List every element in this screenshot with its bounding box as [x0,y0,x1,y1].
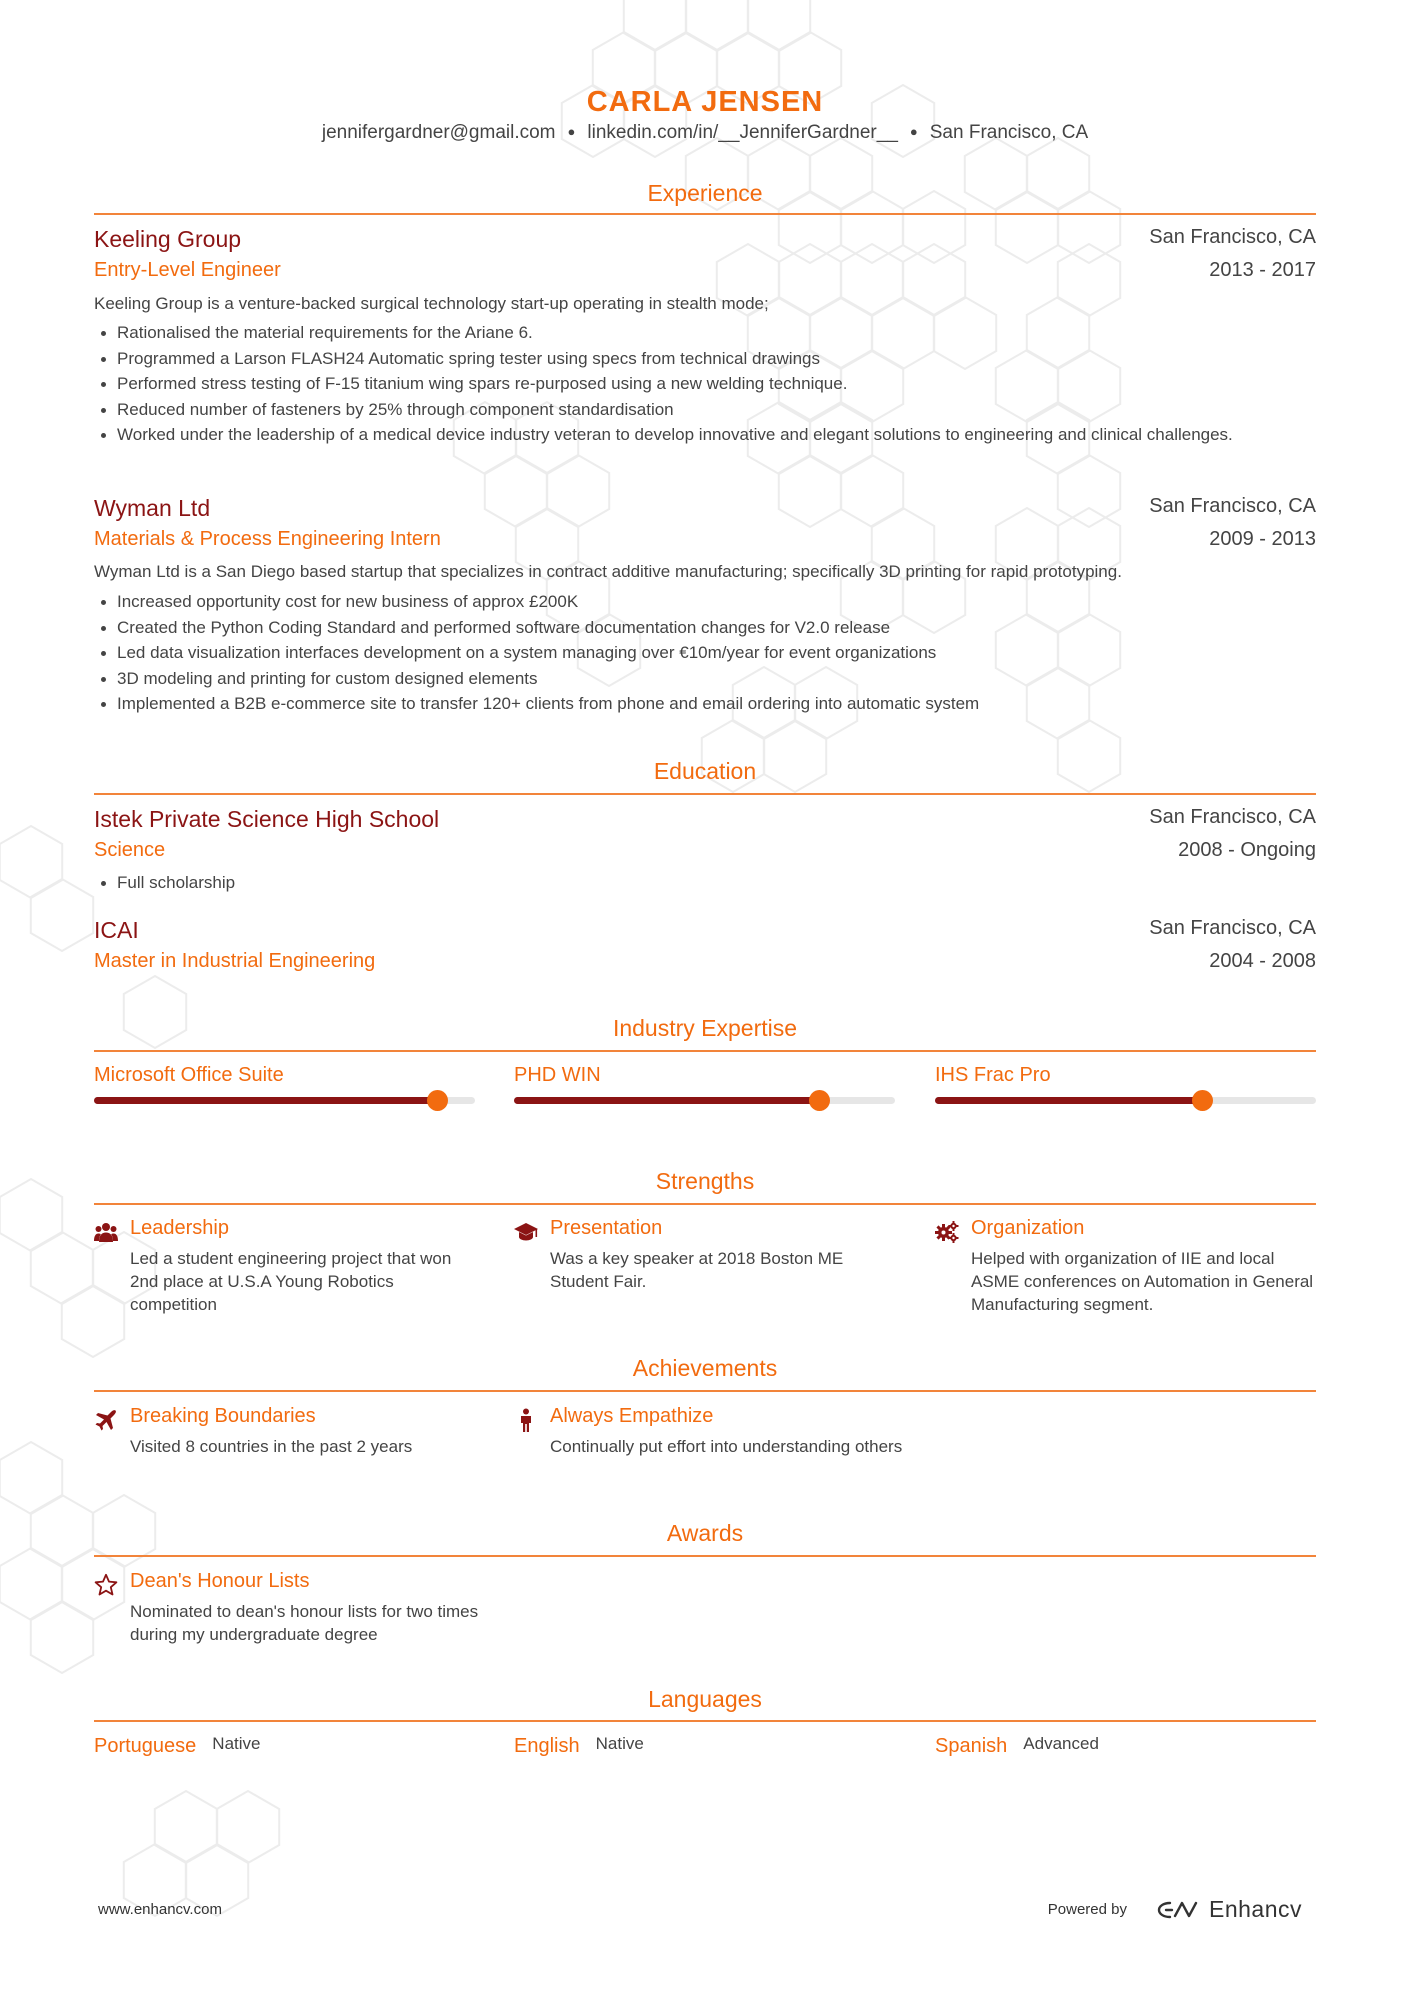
candidate-name: CARLA JENSEN [586,86,824,118]
graduation-cap-icon [514,1220,538,1244]
section-divider [94,1203,1316,1205]
company-name: Keeling Group [94,226,242,252]
skill-knob [1192,1090,1213,1111]
award-text: Nominated to dean's honour lists for two times during my undergraduate degree [130,1602,479,1644]
bullet-item: Led data visualization interfaces development on a system managing over €10m/year for event organizations [94,640,1316,666]
language-level: Advanced [1023,1734,1099,1753]
enhancv-brand-text: Enhancv [1208,1896,1302,1922]
bullet-item: Created the Python Coding Standard and performed software documentation changes for V2.0 release [94,615,1316,641]
school-name: Istek Private Science High School [94,806,440,832]
achievement-text: Visited 8 countries in the past 2 years [130,1437,413,1456]
study-dates: 2004 - 2008 [1209,950,1316,972]
users-icon [94,1220,118,1244]
linkedin-link[interactable]: linkedin.com/in/__JenniferGardner__ [587,122,898,143]
background-hexagon [31,1495,93,1567]
strength-text: Was a key speaker at 2018 Boston ME Student Fair. [550,1249,844,1291]
language-name: Portuguese [94,1735,197,1757]
skill-phd-win [514,1064,895,1087]
background-hexagon [31,1601,93,1673]
education-bullets [94,870,1316,896]
section-title-experience: Experience [647,180,763,206]
company-description: Wyman Ltd is a San Diego based startup that specializes in contract additive manufacturing; specifically 3D printing for rapid prototyping. [94,562,1122,581]
language-name: Spanish [935,1735,1008,1757]
skill-label: Microsoft Office Suite [94,1064,284,1086]
section-title-languages: Languages [648,1686,762,1712]
achievement-title: Breaking Boundaries [130,1405,316,1427]
school-location: San Francisco, CA [1149,806,1316,828]
skill-label: IHS Frac Pro [935,1064,1051,1086]
job-bullets [94,320,1316,448]
language-item [94,1735,260,1758]
location-text: San Francisco, CA [929,122,1089,143]
award-title: Dean's Honour Lists [130,1570,310,1592]
skill-knob [809,1090,830,1111]
section-title-strengths: Strengths [655,1168,755,1194]
study-dates: 2008 - Ongoing [1178,839,1316,861]
section-divider [94,1720,1316,1722]
bullet-item: Full scholarship [94,870,1316,896]
section-divider [94,1050,1316,1052]
study-field: Science [94,839,166,861]
resume-page [94,0,1316,1995]
job-dates: 2009 - 2013 [1209,528,1316,550]
study-field: Master in Industrial Engineering [94,950,376,972]
background-hexagon [31,879,93,951]
skill-knob [427,1090,448,1111]
bullet-item: Worked under the leadership of a medical device industry veteran to develop innovative and elegant solutions to engineering and clinical challenges. [94,422,1316,448]
strength-text: Led a student engineering project that won 2nd place at U.S.A Young Robotics competition [130,1249,452,1314]
school-location: San Francisco, CA [1149,917,1316,939]
bullet-item: 3D modeling and printing for custom designed elements [94,666,1316,692]
footer-branding [1048,1896,1302,1923]
strength-title: Presentation [550,1217,663,1239]
job-location: San Francisco, CA [1149,226,1316,248]
email-link[interactable]: jennifergardner@gmail.com [321,122,556,143]
skill-label: PHD WIN [514,1064,601,1086]
bullet-item: Performed stress testing of F-15 titanium wing spars re-purposed using a new welding technique. [94,371,1316,397]
background-hexagon [0,826,62,898]
footer-website[interactable]: www.enhancv.com [98,1901,222,1918]
skill-microsoft-office [94,1064,475,1087]
strength-text: Helped with organization of IIE and local ASME conferences on Automation in General Manufacturing segment. [971,1249,1314,1314]
job-dates: 2013 - 2017 [1209,259,1316,281]
company-description: Keeling Group is a venture-backed surgical technology start-up operating in stealth mode; [94,294,769,313]
bullet-item: Programmed a Larson FLASH24 Automatic spring tester using specs from technical drawings [94,346,1316,372]
school-name: ICAI [94,917,139,943]
section-title-education: Education [653,758,757,784]
section-divider [94,793,1316,795]
achievement-text: Continually put effort into understanding others [550,1437,903,1456]
star-icon [94,1573,118,1597]
skill-ihs-frac-pro [935,1064,1316,1087]
job-role: Materials & Process Engineering Intern [94,528,441,550]
job-bullets [94,589,1316,717]
language-level: Native [595,1734,644,1753]
bullet-item: Implemented a B2B e-commerce site to transfer 120+ clients from phone and email ordering into automatic system [94,691,1316,717]
language-level: Native [212,1734,261,1753]
bullet-item: Reduced number of fasteners by 25% through component standardisation [94,397,1316,423]
skill-track [514,1097,895,1104]
skill-fill [514,1097,819,1104]
contact-line [94,122,1316,144]
person-icon [514,1408,538,1432]
section-divider [94,213,1316,215]
bullet-item: Rationalised the material requirements for the Ariane 6. [94,320,1316,346]
strength-title: Leadership [130,1217,229,1239]
background-hexagon [0,1548,62,1620]
plane-icon [94,1408,118,1432]
section-divider [94,1390,1316,1392]
gears-icon [935,1220,959,1244]
enhancv-logo[interactable] [1155,1896,1302,1923]
language-item [935,1735,1099,1758]
enhancv-logo-icon [1155,1898,1201,1922]
strength-title: Organization [971,1217,1085,1239]
skill-track [94,1097,475,1104]
language-item [514,1735,644,1758]
section-divider [94,1555,1316,1557]
separator-dot: ● [909,124,918,139]
bullet-item: Increased opportunity cost for new business of approx £200K [94,589,1316,615]
powered-by-label: Powered by [1047,1901,1127,1918]
background-hexagon [31,1232,93,1304]
skill-track [935,1097,1316,1104]
language-name: English [514,1735,580,1757]
company-name: Wyman Ltd [94,495,211,521]
separator-dot: ● [567,124,576,139]
skill-fill [935,1097,1202,1104]
section-title-expertise: Industry Expertise [612,1015,798,1041]
achievement-title: Always Empathize [550,1405,714,1427]
background-hexagon [0,1442,62,1514]
job-location: San Francisco, CA [1149,495,1316,517]
section-title-awards: Awards [666,1520,744,1546]
background-hexagon [0,1179,62,1251]
job-role: Entry-Level Engineer [94,259,281,281]
skill-fill [94,1097,437,1104]
section-title-achievements: Achievements [632,1355,778,1381]
